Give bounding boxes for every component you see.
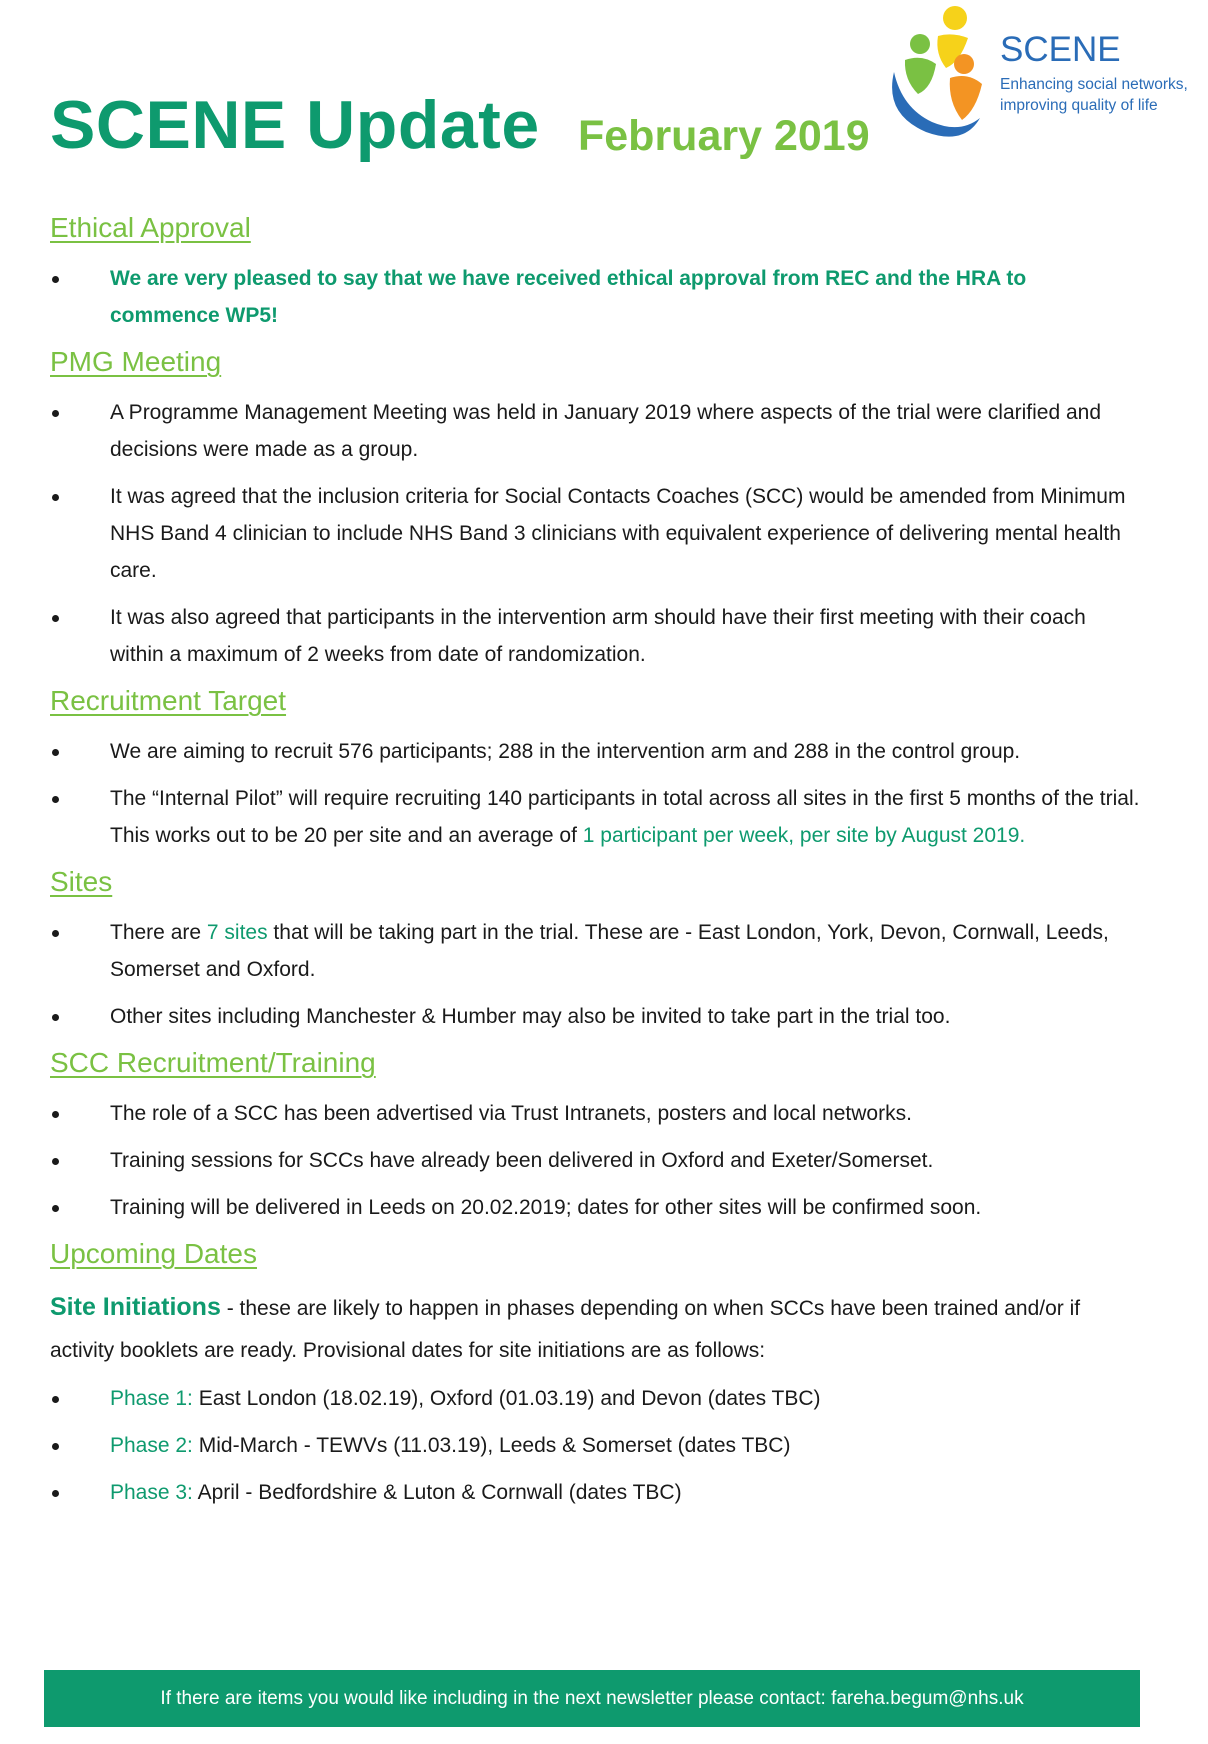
site-initiations-text: - these are likely to happen in phases depending on when SCCs have been trained and/or if activity booklets are ready. Provisional dates for site initiations are as follows: [50,1297,1081,1362]
list-item [50,599,1140,673]
list-item-text: It was also agreed that participants in the intervention arm should have their first meeting with their coach within a maximum of 2 weeks from date of randomization. [110,606,1086,666]
list-item-text: We are aiming to recruit 576 participants; 288 in the intervention arm and 288 in the control group. [110,740,1021,763]
heading-sites: Sites [50,866,113,897]
scc-training-list [50,1095,1140,1226]
list-item-text: that will be taking part in the trial. These are - East London, York, Devon, Cornwall, Leeds, Somerset and Oxford. [110,921,1109,981]
list-item-text: It was agreed that the inclusion criteria for Social Contacts Coaches (SCC) would be amended from Minimum NHS Band 4 clinician to include NHS Band 3 clinicians with equivalent experience of delivering mental health care. [110,485,1126,582]
list-item [50,1142,1140,1179]
bullet-icon [52,615,59,622]
recruitment-highlight: 1 participant per week, per site by August 2019. [582,824,1026,847]
phases-list [50,1380,1140,1511]
logo-orange-head [954,54,974,74]
ethical-approval-text: We are very pleased to say that we have received ethical approval from REC and the HRA to commence WP5! [110,267,1027,327]
sites-count-highlight: 7 sites [206,921,268,944]
logo-green-figure [905,58,936,94]
list-item [50,1474,1140,1511]
heading-pmg-meeting: PMG Meeting [50,346,222,377]
bullet-icon [52,494,59,501]
issue-date: February 2019 [578,112,870,160]
list-item [50,260,1140,334]
list-item-text: There are [110,921,207,944]
list-item [50,478,1140,589]
logo-green-head [910,34,930,54]
sites-list [50,914,1140,1035]
list-item [50,394,1140,468]
bullet-icon [52,1158,59,1165]
site-initiations-paragraph [50,1286,1140,1372]
heading-upcoming-dates: Upcoming Dates [50,1238,257,1269]
bullet-icon [52,1443,59,1450]
list-item [50,733,1140,770]
phase-label: Phase 2: [110,1434,193,1457]
logo-orange-figure [950,76,982,120]
bullet-icon [52,1111,59,1118]
list-item [50,1427,1140,1464]
contact-footer: If there are items you would like including in the next newsletter please contact: fareha.begum@nhs.uk [44,1670,1140,1727]
bullet-icon [52,276,59,283]
bullet-icon [52,410,59,417]
bullet-icon [52,1205,59,1212]
phase-label: Phase 3: [110,1481,193,1504]
list-item-text: The role of a SCC has been advertised via Trust Intranets, posters and local networks. [110,1102,912,1125]
heading-scc-recruitment-training: SCC Recruitment/Training [50,1047,376,1078]
recruitment-target-list [50,733,1140,854]
ethical-approval-list [50,260,1140,334]
logo-yellow-head [943,6,967,30]
phase-text: April - Bedfordshire & Luton & Cornwall (dates TBC) [192,1481,682,1504]
newsletter-header [0,0,1208,190]
bullet-icon [52,749,59,756]
list-item [50,1380,1140,1417]
list-item-text: Training sessions for SCCs have already been delivered in Oxford and Exeter/Somerset. [110,1149,934,1172]
list-item-text: Training will be delivered in Leeds on 20.02.2019; dates for other sites will be confirmed soon. [110,1196,982,1219]
bullet-icon [52,796,59,803]
bullet-icon [52,930,59,937]
heading-ethical-approval: Ethical Approval [50,212,251,243]
list-item [50,1189,1140,1226]
list-item-text: The “Internal Pilot” will require recruiting 140 participants in total across all sites in the first 5 months of the trial. This works out to be 20 per site and an average of [110,787,1140,847]
page-title: SCENE Update [50,87,540,163]
list-item [50,914,1140,988]
pmg-meeting-list [50,394,1140,673]
bullet-icon [52,1396,59,1403]
logo-tagline-line1: Enhancing social networks, [1000,76,1188,93]
logo-tagline-line2: improving quality of life [1000,97,1158,114]
bullet-icon [52,1490,59,1497]
scene-logo-icon [880,2,1000,152]
list-item [50,998,1140,1035]
logo-tagline [1000,74,1188,116]
newsletter-body [50,210,1140,1521]
list-item-text: Other sites including Manchester & Humber may also be invited to take part in the trial too. [110,1005,951,1028]
phase-text: East London (18.02.19), Oxford (01.03.19) and Devon (dates TBC) [192,1387,821,1410]
list-item [50,780,1140,854]
phase-label: Phase 1: [110,1387,193,1410]
bullet-icon [52,1014,59,1021]
phase-text: Mid-March - TEWVs (11.03.19), Leeds & Somerset (dates TBC) [192,1434,791,1457]
list-item-text: A Programme Management Meeting was held in January 2019 where aspects of the trial were clarified and decisions were made as a group. [110,401,1102,461]
heading-recruitment-target: Recruitment Target [50,685,287,716]
logo-name: SCENE [1000,30,1121,69]
list-item [50,1095,1140,1132]
site-initiations-label: Site Initiations [50,1293,221,1321]
